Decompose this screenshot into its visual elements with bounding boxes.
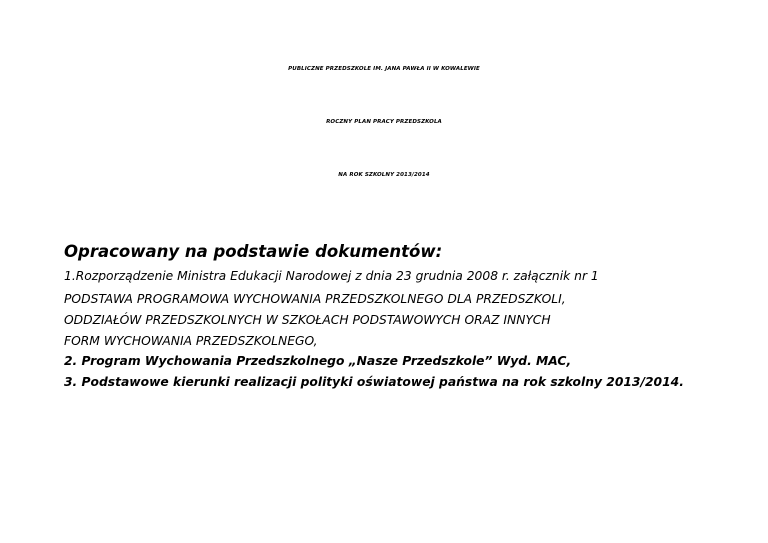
basis-line-4: FORM WYCHOWANIA PRZEDSZKOLNEGO, [64, 334, 318, 348]
basis-line-3: ODDZIAŁÓW PRZEDSZKOLNYCH W SZKOŁACH PODSTAWOWYCH ORAZ INNYCH [64, 313, 551, 327]
basis-line-5: 2. Program Wychowania Przedszkolnego „Nasze Przedszkole” Wyd. MAC, [64, 354, 572, 368]
basis-line-2: PODSTAWA PROGRAMOWA WYCHOWANIA PRZEDSZKOLNEGO DLA PRZEDSZKOLI, [64, 292, 566, 306]
plan-title-heading: ROCZNY PLAN PRACY PRZEDSZKOLA [326, 119, 442, 125]
basis-line-6: 3. Podstawowe kierunki realizacji polityki oświatowej państwa na rok szkolny 2013/2014. [64, 375, 684, 389]
school-year-heading: NA ROK SZKOLNY 2013/2014 [338, 172, 430, 178]
basis-documents-title: Opracowany na podstawie dokumentów: [64, 242, 443, 261]
school-name-heading: PUBLICZNE PRZEDSZKOLE IM. JANA PAWŁA II W KOWALEWIE [288, 66, 480, 72]
basis-line-1: 1.Rozporządzenie Ministra Edukacji Narodowej z dnia 23 grudnia 2008 r. załącznik nr 1 [64, 269, 599, 283]
